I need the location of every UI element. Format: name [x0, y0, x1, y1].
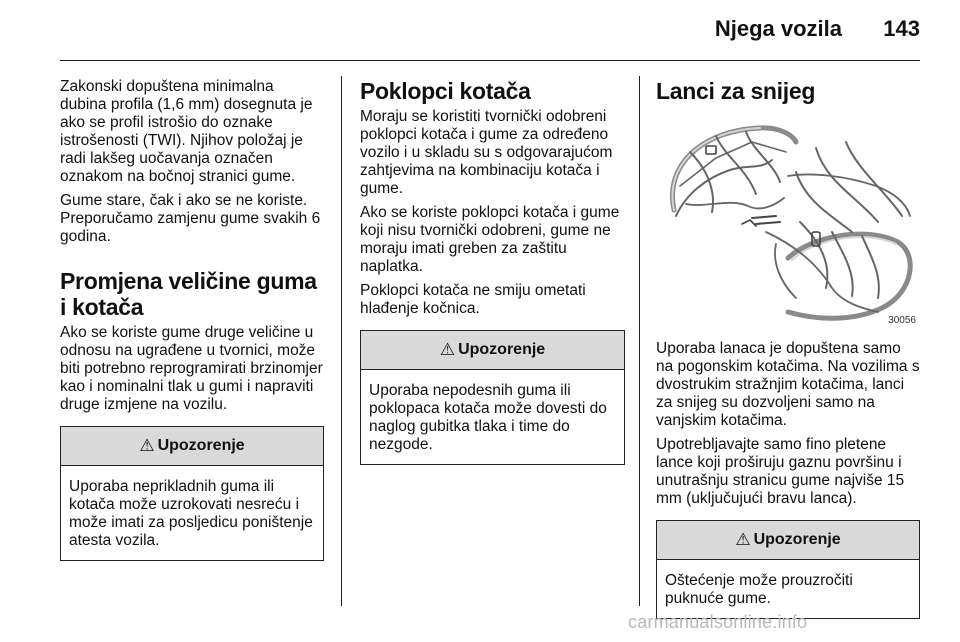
warning-header — [361, 331, 624, 370]
column-2 — [360, 78, 625, 465]
paragraph: Moraju se koristiti tvornički odobreni poklopci kotača i gume za određeno vozilo i u skladu su s odgovarajućom zahtjevima na kombinaciju kotača i gume. — [360, 108, 613, 197]
section-title: Promjena veličine guma i kotača — [60, 268, 317, 320]
section-title: Poklopci kotača — [360, 78, 531, 104]
section-title: Lanci za snijeg — [656, 78, 816, 104]
paragraph: Upotrebljavajte samo fino pletene lance koji proširuju gaznu površinu i unutrašnju stranicu gume najviše 15 mm (uključujući bravu lanca). — [656, 436, 905, 507]
header-rule — [60, 60, 920, 61]
paragraph: Zakonski dopuštena minimalna dubina profila (1,6 mm) dosegnuta je ako se profil istrošio do oznake istrošenosti (TWI). Njihov položaj je radi lakšeg uočavanja označen oznakom na bočnoj stranici gume. — [60, 78, 313, 185]
column-divider — [341, 76, 342, 606]
page-number: 143 — [883, 16, 920, 41]
paragraph: Uporaba lanaca je dopuštena samo na pogonskim kotačima. Na vozilima s dvostrukim stražnjim kotačima, lanci za snijeg su dozvoljeni samo na vanjskim kotačima. — [656, 340, 920, 429]
warning-text: Uporaba neprikladnih guma ili kotača može uzrokovati nesreću i može imati za posljedicu poništenje atesta vozila. — [69, 478, 313, 549]
warning-triangle-icon: ⚠ — [439, 340, 456, 359]
warning-text: Uporaba nepodesnih guma ili poklopaca kotača može dovesti do naglog gubitka tlaka i time do nezgode. — [369, 382, 607, 453]
warning-box — [60, 426, 324, 561]
paragraph: Poklopci kotača ne smiju ometati hlađenje kočnica. — [360, 282, 586, 317]
warning-box — [360, 330, 625, 465]
warning-text: Oštećenje može prouzročiti puknuće gume. — [665, 572, 853, 607]
watermark: carmanualsonline.info — [628, 612, 808, 632]
warning-title: Upozorenje — [157, 437, 245, 454]
column-divider — [639, 76, 640, 606]
page-header — [0, 0, 960, 62]
paragraph: Ako se koriste gume druge veličine u odnosu na ugrađene u tvornici, može biti potrebno reprogramirati brzinomjer kao i nominalni tlak u gumi i napraviti druge izmjene na vozilu. — [60, 324, 323, 413]
warning-header — [657, 521, 919, 560]
column-3 — [656, 78, 920, 619]
figure-number: 30056 — [888, 315, 916, 326]
warning-box — [656, 520, 920, 619]
warning-title: Upozorenje — [458, 341, 546, 358]
warning-triangle-icon: ⚠ — [139, 436, 155, 455]
snow-chain-drawing — [656, 112, 920, 328]
column-1 — [60, 78, 324, 561]
header-title: Njega vozila — [714, 16, 842, 41]
warning-title: Upozorenje — [753, 531, 841, 548]
paragraph: Gume stare, čak i ako se ne koriste. Preporučamo zamjenu gume svakih 6 godina. — [60, 192, 321, 245]
paragraph: Ako se koriste poklopci kotača i gume koji nisu tvornički odobreni, gume ne moraju imati greben za zaštitu naplatka. — [360, 204, 620, 275]
warning-triangle-icon: ⚠ — [735, 530, 751, 549]
snow-chain-illustration — [656, 112, 920, 328]
warning-header — [61, 427, 323, 466]
